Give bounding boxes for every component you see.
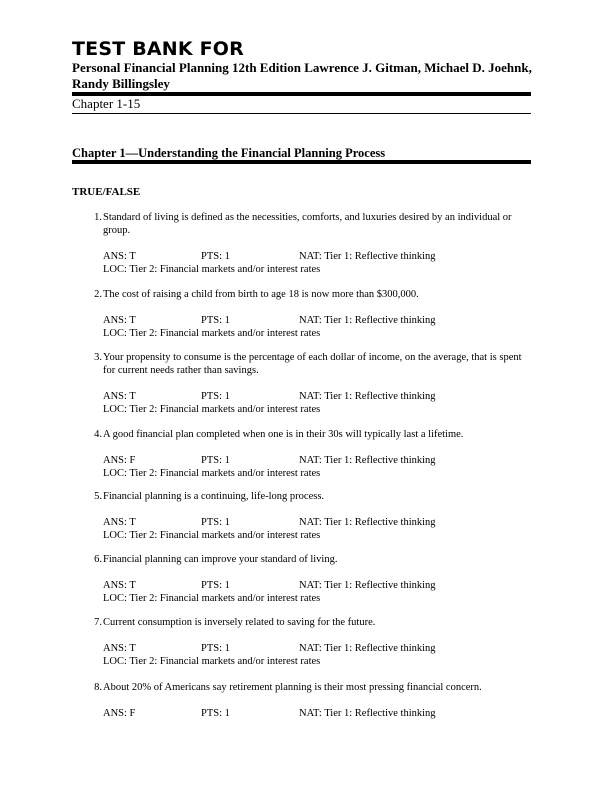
loc-value: LOC: Tier 2: Financial markets and/or interest rates xyxy=(103,264,321,275)
nat-value: NAT: Tier 1: Reflective thinking xyxy=(299,643,436,654)
question-text: Standard of living is defined as the necessities, comforts, and luxuries desired by an individual or group. xyxy=(103,212,512,236)
question-number: 2. xyxy=(94,289,102,300)
nat-value: NAT: Tier 1: Reflective thinking xyxy=(299,455,436,466)
points-value: PTS: 1 xyxy=(201,391,230,402)
question-item xyxy=(72,351,534,416)
loc-value: LOC: Tier 2: Financial markets and/or interest rates xyxy=(103,328,321,339)
question-text: Current consumption is inversely related to saving for the future. xyxy=(103,617,376,628)
loc-value: LOC: Tier 2: Financial markets and/or interest rates xyxy=(103,530,321,541)
loc-value: LOC: Tier 2: Financial markets and/or interest rates xyxy=(103,404,321,415)
answer-value: ANS: T xyxy=(103,391,136,402)
header-rule-thin xyxy=(72,113,531,114)
nat-value: NAT: Tier 1: Reflective thinking xyxy=(299,251,436,262)
points-value: PTS: 1 xyxy=(201,708,230,719)
loc-value: LOC: Tier 2: Financial markets and/or interest rates xyxy=(103,468,321,479)
question-number: 5. xyxy=(94,491,102,502)
points-value: PTS: 1 xyxy=(201,580,230,591)
question-number: 8. xyxy=(94,682,102,693)
question-text: A good financial plan completed when one is in their 30s will typically last a lifetime. xyxy=(103,429,464,440)
loc-value: LOC: Tier 2: Financial markets and/or interest rates xyxy=(103,656,321,667)
question-text: About 20% of Americans say retirement planning is their most pressing financial concern. xyxy=(103,682,482,693)
question-item xyxy=(72,616,534,668)
points-value: PTS: 1 xyxy=(201,315,230,326)
question-item xyxy=(72,288,534,340)
points-value: PTS: 1 xyxy=(201,643,230,654)
nat-value: NAT: Tier 1: Reflective thinking xyxy=(299,708,436,719)
question-number: 7. xyxy=(94,617,102,628)
answer-value: ANS: F xyxy=(103,708,136,719)
question-number: 6. xyxy=(94,554,102,565)
header-rule-thick xyxy=(72,92,531,96)
points-value: PTS: 1 xyxy=(201,251,230,262)
answer-value: ANS: T xyxy=(103,251,136,262)
question-text: Financial planning is a continuing, life-long process. xyxy=(103,491,325,502)
answer-value: ANS: F xyxy=(103,455,136,466)
question-text: Your propensity to consume is the percentage of each dollar of income, on the average, that is spent for current needs rather than savings. xyxy=(103,352,522,376)
nat-value: NAT: Tier 1: Reflective thinking xyxy=(299,391,436,402)
answer-value: ANS: T xyxy=(103,315,136,326)
nat-value: NAT: Tier 1: Reflective thinking xyxy=(299,580,436,591)
question-number: 3. xyxy=(94,352,102,363)
question-item xyxy=(72,211,534,276)
chapter-rule xyxy=(72,160,531,164)
question-item xyxy=(72,553,534,605)
chapter-heading: Chapter 1—Understanding the Financial Planning Process xyxy=(72,146,386,160)
question-number: 4. xyxy=(94,429,102,440)
question-text: Financial planning can improve your standard of living. xyxy=(103,554,338,565)
points-value: PTS: 1 xyxy=(201,517,230,528)
nat-value: NAT: Tier 1: Reflective thinking xyxy=(299,517,436,528)
book-subtitle: Personal Financial Planning 12th Edition Lawrence J. Gitman, Michael D. Joehnk, Randy Billingsley xyxy=(72,60,532,91)
answer-value: ANS: T xyxy=(103,580,136,591)
question-number: 1. xyxy=(94,212,102,223)
loc-value: LOC: Tier 2: Financial markets and/or interest rates xyxy=(103,593,321,604)
section-heading: TRUE/FALSE xyxy=(72,186,141,198)
question-item xyxy=(72,428,534,480)
question-text: The cost of raising a child from birth to age 18 is now more than $300,000. xyxy=(103,289,419,300)
test-bank-title: TEST BANK FOR xyxy=(72,38,244,60)
answer-value: ANS: T xyxy=(103,643,136,654)
question-item xyxy=(72,681,534,720)
answer-value: ANS: T xyxy=(103,517,136,528)
nat-value: NAT: Tier 1: Reflective thinking xyxy=(299,315,436,326)
question-item xyxy=(72,490,534,542)
chapter-range: Chapter 1-15 xyxy=(72,96,141,111)
points-value: PTS: 1 xyxy=(201,455,230,466)
